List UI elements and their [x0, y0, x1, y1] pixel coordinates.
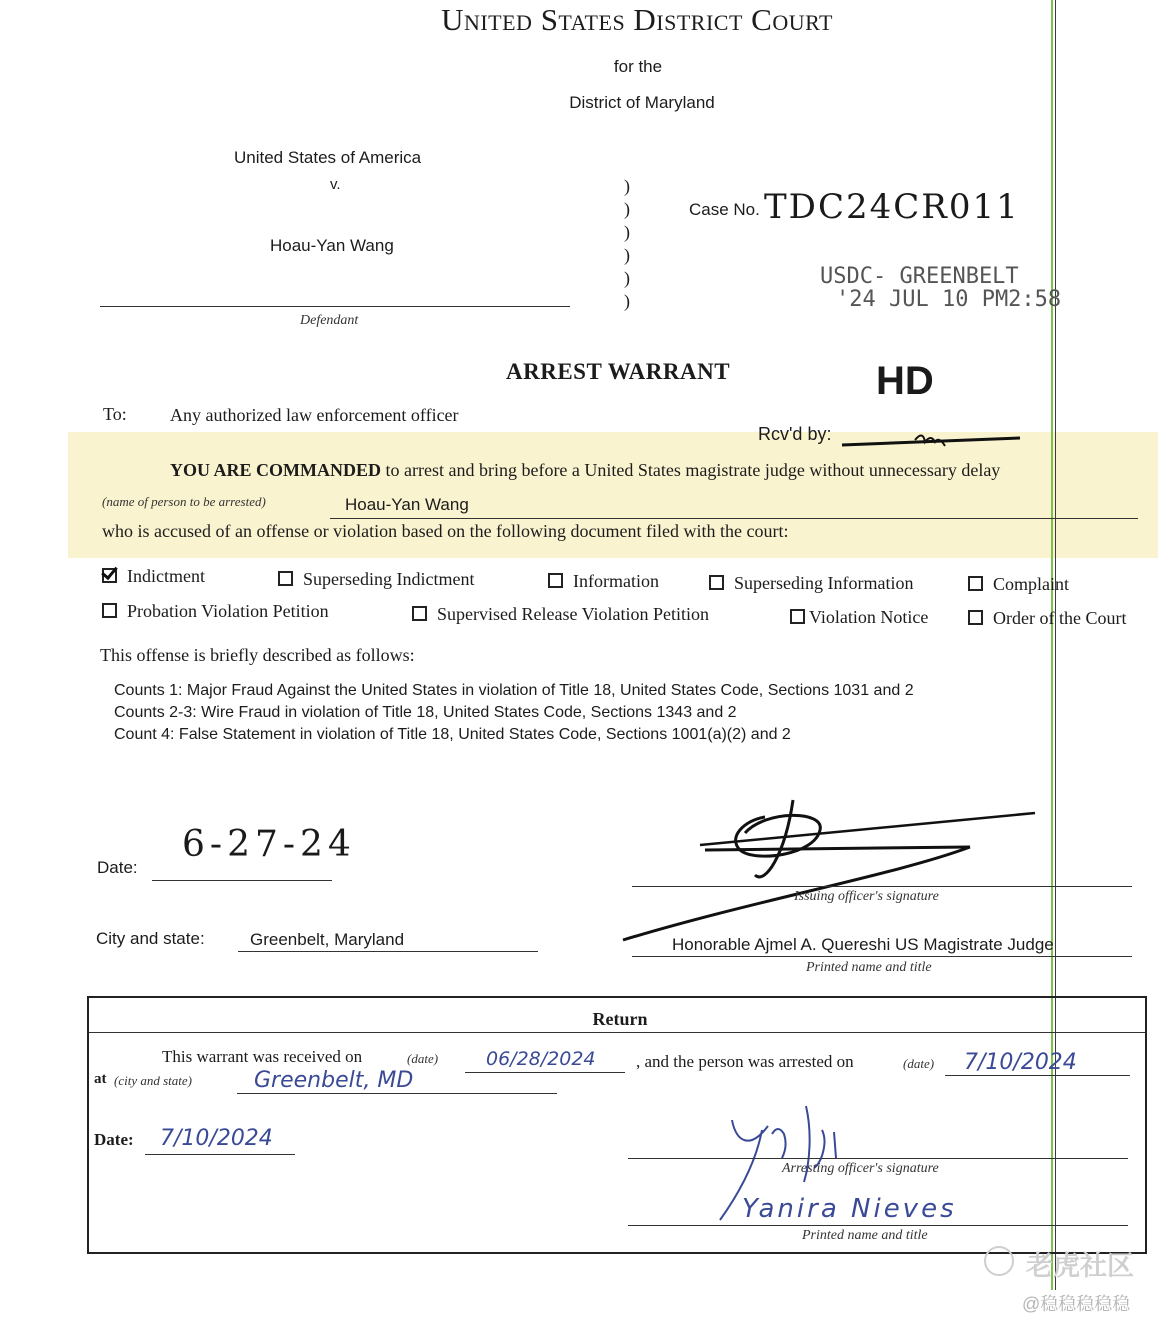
to-label: To:: [103, 404, 127, 424]
accused-text: who is accused of an offense or violation based on the following document filed with the court:: [102, 521, 789, 541]
return-received-date: 06/28/2024: [486, 1048, 596, 1070]
command-text: [170, 460, 1000, 481]
defendant-line: [100, 306, 570, 307]
to-value: Any authorized law enforcement officer: [170, 405, 459, 425]
received-by-label: Rcv'd by:: [758, 424, 832, 444]
return-city-line: [237, 1093, 557, 1094]
return-date-value: 7/10/2024: [160, 1126, 273, 1151]
caption-parens: ) ) ) ) ) ): [624, 176, 630, 311]
watermark-logo-icon: [984, 1246, 1014, 1276]
judge-printed-name: Honorable Ajmel A. Quereshi US Magistrate Judge: [672, 935, 1054, 954]
offense-intro: This offense is briefly described as follows:: [100, 645, 415, 665]
return-arrested-date-line: [945, 1075, 1130, 1076]
checkbox-indictment[interactable]: [102, 566, 205, 587]
return-at-label: at: [94, 1071, 107, 1087]
return-city-value: Greenbelt, MD: [254, 1068, 414, 1093]
case-no-value: TDC24CR011: [764, 187, 1020, 227]
return-title: Return: [592, 1009, 648, 1029]
city-state-value: Greenbelt, Maryland: [250, 930, 405, 949]
return-received-text: This warrant was received on: [162, 1047, 363, 1066]
court-title: United States District Court: [441, 2, 833, 37]
arresting-officer-name: Yanira Nieves: [742, 1194, 957, 1224]
checkbox-information[interactable]: [548, 571, 659, 592]
watermark-handle: @稳稳稳稳稳: [1022, 1294, 1131, 1314]
return-arrested-text: , and the person was arrested on: [636, 1052, 854, 1071]
checkbox-order-of-the-court[interactable]: [968, 608, 1126, 629]
offense-count-2: Counts 2-3: Wire Fraud in violation of Title 18, United States Code, Sections 1343 and 2: [114, 704, 737, 721]
checkbox-superseding-indictment-label: Superseding Indictment: [303, 569, 475, 589]
arresting-signature-line: [628, 1158, 1128, 1159]
plaintiff-name: United States of America: [234, 148, 422, 167]
checkbox-information-label: Information: [573, 571, 659, 591]
return-arrested-date-hint: (date): [903, 1056, 935, 1071]
command-rest: to arrest and bring before a United States magistrate judge without unnecessary delay: [385, 460, 1001, 480]
issue-date-line: [152, 880, 332, 881]
checkbox-order-of-the-court-box[interactable]: [968, 610, 983, 625]
checkbox-order-of-the-court-label: Order of the Court: [993, 608, 1127, 628]
document-title: ARREST WARRANT: [506, 359, 731, 384]
checkbox-complaint[interactable]: [968, 574, 1069, 595]
checkbox-superseding-information-box[interactable]: [709, 575, 724, 590]
arresting-printed-name-label: Printed name and title: [802, 1228, 928, 1243]
return-title-rule: [89, 1032, 1145, 1033]
offense-count-3: Count 4: False Statement in violation of Title 18, United States Code, Sections 1001(a)(2) and 2: [114, 726, 791, 743]
checkbox-information-box[interactable]: [548, 573, 563, 588]
issuing-officer-signature: [615, 795, 1045, 945]
checkbox-violation-notice-box[interactable]: [790, 609, 805, 624]
versus-text: v.: [330, 176, 341, 193]
issue-date-label: Date:: [97, 858, 138, 877]
command-bold: YOU ARE COMMANDED: [170, 460, 381, 480]
defendant-name: Hoau-Yan Wang: [270, 236, 394, 255]
checkbox-superseding-information-label: Superseding Information: [734, 573, 914, 593]
checkbox-probation-violation-petition-label: Probation Violation Petition: [127, 601, 329, 621]
city-state-label: City and state:: [96, 929, 205, 948]
return-date-line: [145, 1154, 295, 1155]
checkbox-supervised-release-violation-petition[interactable]: [412, 604, 709, 625]
watermark-name: 老虎社区: [1026, 1251, 1134, 1281]
initials-mark: HD: [876, 359, 934, 403]
judge-name-line: [632, 956, 1132, 957]
issuing-signature-line: [632, 886, 1132, 887]
checkbox-supervised-release-violation-petition-label: Supervised Release Violation Petition: [437, 604, 710, 624]
checkbox-indictment-label: Indictment: [127, 566, 205, 586]
for-the-text: for the: [613, 57, 663, 76]
arresting-name-line: [628, 1225, 1128, 1226]
defendant-label: Defendant: [300, 313, 359, 328]
checkbox-superseding-indictment-box[interactable]: [278, 571, 293, 586]
checkbox-supervised-release-violation-petition-box[interactable]: [412, 606, 427, 621]
checkbox-superseding-indictment[interactable]: [278, 569, 474, 590]
return-city-hint: (city and state): [114, 1073, 192, 1088]
checkbox-violation-notice[interactable]: [790, 607, 928, 628]
checkbox-complaint-label: Complaint: [993, 574, 1069, 594]
issuing-signature-label: Issuing officer's signature: [794, 889, 939, 904]
checkbox-complaint-box[interactable]: [968, 576, 983, 591]
district-name: District of Maryland: [569, 93, 715, 112]
arresting-signature-label: Arresting officer's signature: [782, 1161, 939, 1176]
checkbox-indictment-box[interactable]: [102, 568, 117, 583]
checkbox-probation-violation-petition-box[interactable]: [102, 603, 117, 618]
return-arrested-date: 7/10/2024: [964, 1050, 1077, 1075]
return-date-label: Date:: [94, 1130, 134, 1149]
return-received-date-line: [465, 1072, 625, 1073]
offense-count-1: Counts 1: Major Fraud Against the United States in violation of Title 18, United States Code, Sections 1031 and 2: [114, 682, 914, 699]
checkbox-probation-violation-petition[interactable]: [102, 601, 329, 622]
judge-printed-name-label: Printed name and title: [806, 960, 932, 975]
arrestee-name-line: [330, 518, 1138, 519]
arrestee-name-label: (name of person to be arrested): [102, 494, 266, 509]
return-section: [87, 996, 1147, 1254]
received-by-initials: [840, 428, 1025, 458]
received-stamp-line1: USDC- GREENBELT: [820, 264, 1019, 289]
city-state-line: [238, 951, 538, 952]
issue-date-value: 6-27-24: [182, 824, 356, 865]
arrestee-name: Hoau-Yan Wang: [345, 495, 469, 514]
case-no-label: Case No.: [689, 200, 760, 219]
checkbox-violation-notice-label: Violation Notice: [809, 607, 929, 627]
received-stamp-line2: '24 JUL 10 PM2:58: [836, 287, 1062, 312]
checkbox-superseding-information[interactable]: [709, 573, 913, 594]
return-received-date-hint: (date): [407, 1051, 439, 1066]
